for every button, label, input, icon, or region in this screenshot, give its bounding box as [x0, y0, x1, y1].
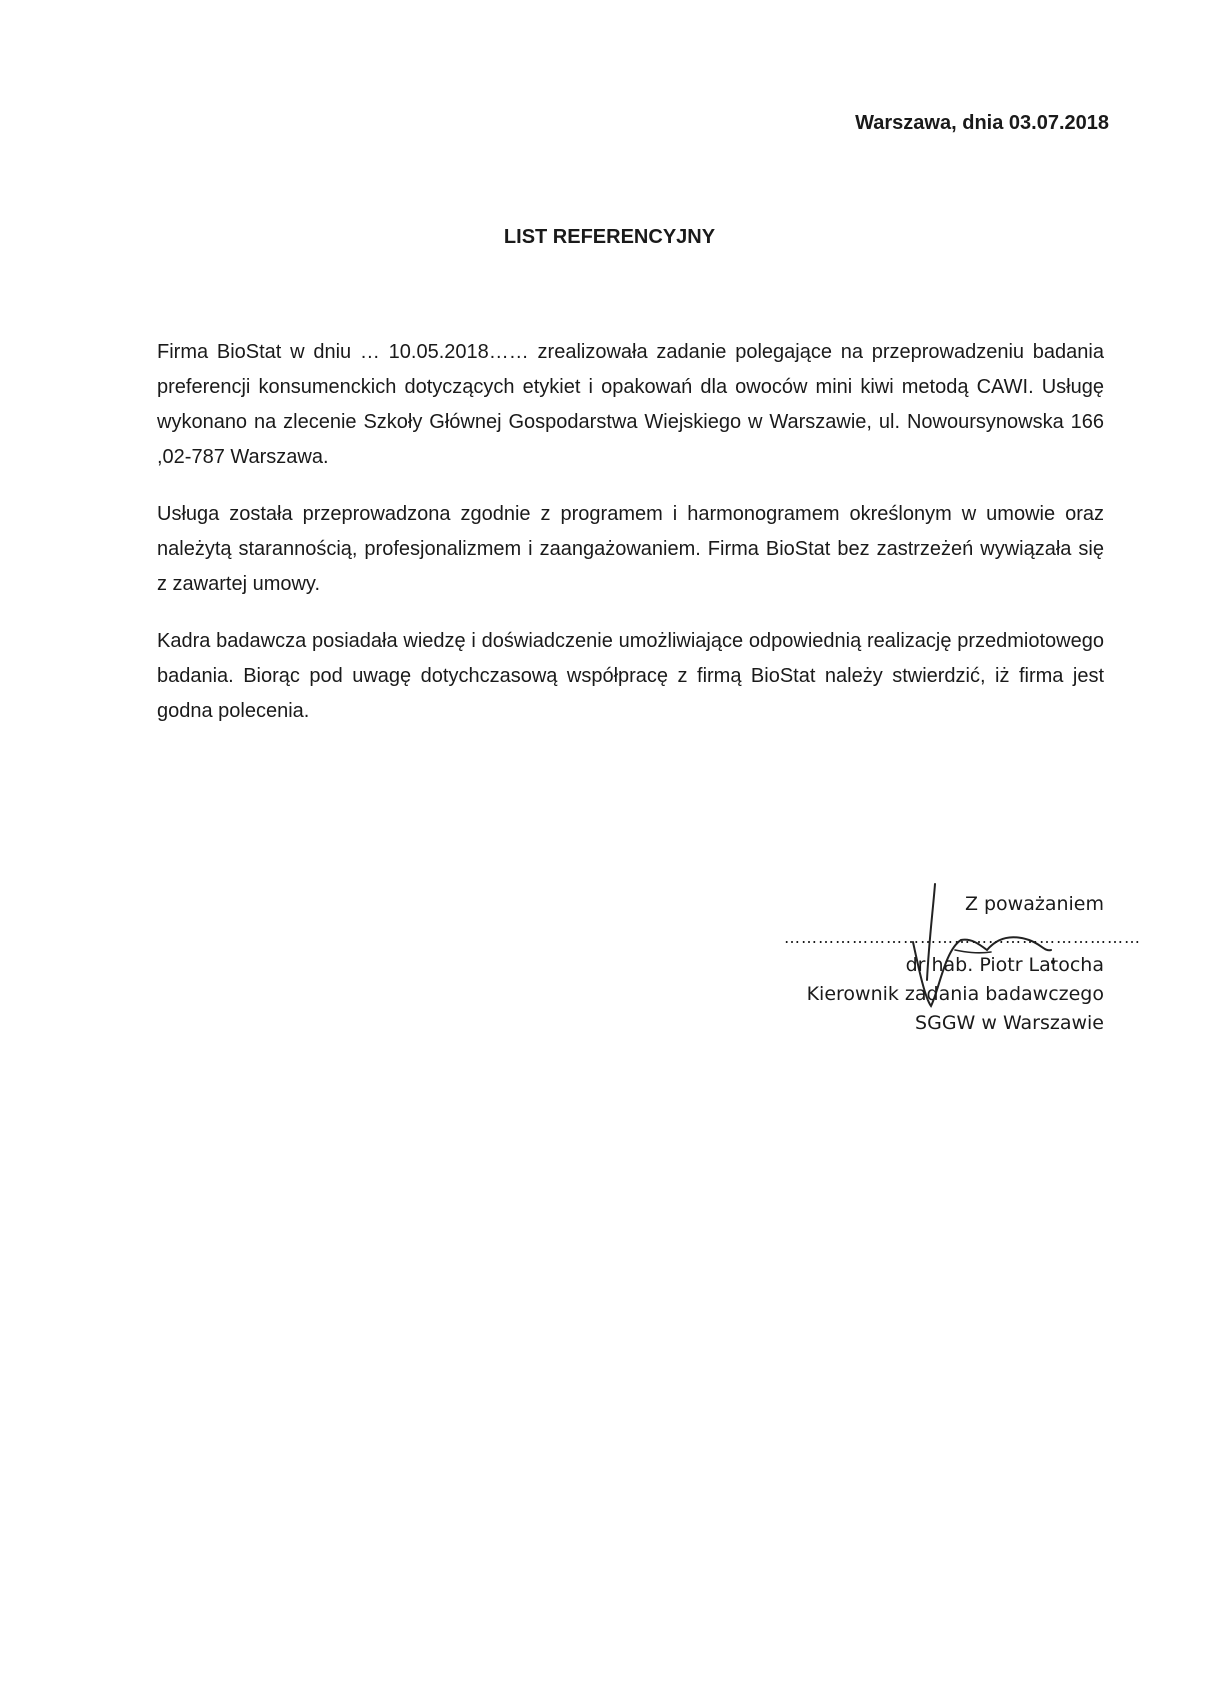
letter-date: Warszawa, dnia 03.07.2018	[855, 112, 1109, 134]
paragraph-3: Kadra badawcza posiadała wiedzę i doświadczenie umożliwiające odpowiednią realizację przedmiotowego badania. Biorąc pod uwagę dotychczasową współpracę z firmą BioStat należy stwierdzić, iż firma jest godna polecenia.	[157, 630, 1104, 722]
signature-block	[784, 890, 1141, 1038]
signatory-role: Kierownik zadania badawczego	[806, 983, 1104, 1005]
closing-text: Z poważaniem	[964, 893, 1104, 915]
paragraph-2: Usługa została przeprowadzona zgodnie z programem i harmonogramem określonym w umowie oraz należytą starannością, profesjonalizmem i zaangażowaniem. Firma BioStat bez zastrzeżeń wywiązała się z zawartej umowy.	[157, 503, 1104, 595]
paragraph-1: Firma BioStat w dniu … 10.05.2018…… zrealizowała zadanie polegające na przeprowadzeniu badania preferencji konsumenckich dotyczących etykiet i opakowań dla owoców mini kiwi metodą CAWI. Usługę wykonano na zlecenie Szkoły Głównej Gospodarstwa Wiejskiego w Warszawie, ul. Nowoursynowska 166 ,02-787 Warszawa.	[157, 341, 1104, 468]
signature-dotted-line: ………………………………………………………	[784, 928, 1141, 947]
letter-body	[157, 335, 1104, 751]
letter-title: LIST REFERENCYJNY	[503, 226, 716, 248]
signatory-institution: SGGW w Warszawie	[915, 1012, 1104, 1034]
signatory-name: dr hab. Piotr Latocha	[905, 954, 1104, 976]
